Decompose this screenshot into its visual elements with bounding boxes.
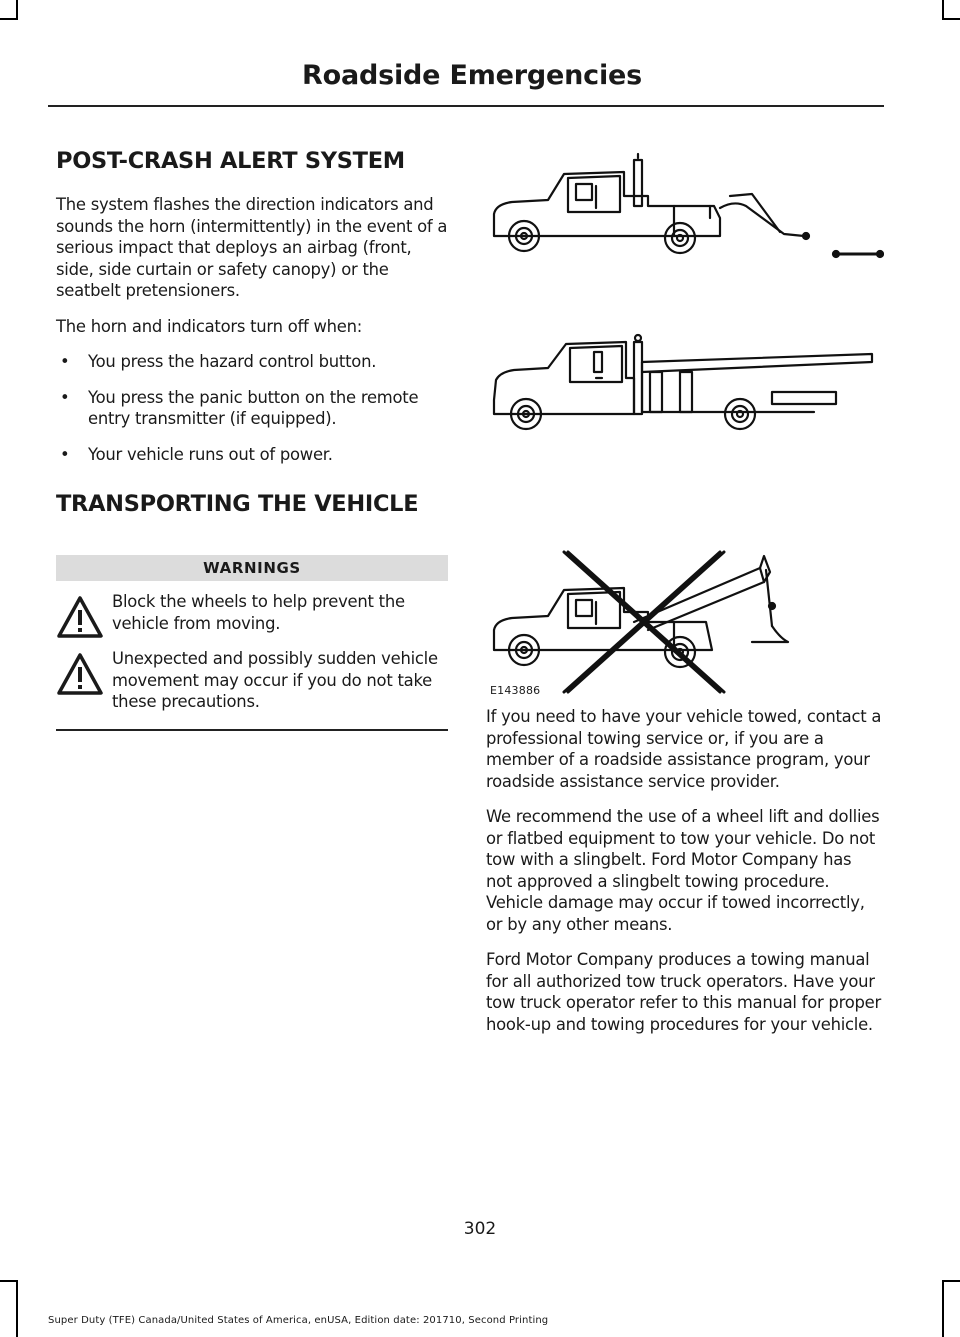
post-crash-heading: POST-CRASH ALERT SYSTEM [56, 148, 405, 174]
list-item: • You press the hazard control button. [60, 352, 377, 371]
warning-text: Unexpected and possibly sudden vehicle movement may occur if you do not take these precautions. [112, 649, 438, 711]
bullet: • [60, 444, 70, 464]
crop-mark [0, 1280, 18, 1282]
warning-item [56, 648, 448, 713]
crop-mark [16, 0, 18, 20]
turn-off-lead: The horn and indicators turn off when: [56, 316, 363, 336]
page-number: 302 [463, 1219, 497, 1239]
towing-paragraph: We recommend the use of a wheel lift and dollies or flatbed equipment to tow your vehicle. Do not tow with a slingbelt. Ford Motor Company has not approved a slingbelt towing procedure. Vehicle damage may occur if towed incorrectly, or by any other means. [486, 807, 880, 934]
crop-mark [942, 18, 960, 20]
flatbed-tow-truck-image [494, 335, 872, 429]
list-item: • Your vehicle runs out of power. [60, 444, 333, 464]
turn-off-list [56, 351, 448, 465]
crop-mark [16, 1280, 18, 1337]
warnings-banner: WARNINGS [56, 555, 448, 581]
warning-text: Block the wheels to help prevent the vehicle from moving. [112, 592, 405, 633]
crop-mark [942, 1280, 944, 1337]
warning-item [56, 591, 448, 634]
right-column [486, 706, 882, 1035]
crop-mark [942, 1280, 960, 1282]
crop-mark [942, 0, 944, 20]
crop-mark [0, 18, 18, 20]
towing-paragraph: Ford Motor Company produces a towing manual for all authorized tow truck operators. Have your tow truck operator refer to this manual for proper hook-up and towing procedures for your vehicle. [486, 950, 881, 1034]
section-title: Roadside Emergencies [302, 60, 642, 91]
wheel-lift-tow-truck-image [494, 154, 883, 257]
footer-text: Super Duty (TFE) Canada/United States of America, enUSA, Edition date: 201710, Second Printing [48, 1315, 549, 1326]
towing-paragraph: If you need to have your vehicle towed, contact a professional towing service or, if you are a member of a roadside assistance program, your roadside assistance service provider. [486, 707, 882, 791]
warnings-end-rule [56, 729, 448, 731]
transporting-heading: TRANSPORTING THE VEHICLE [56, 491, 419, 517]
bullet: • [60, 387, 70, 407]
list-item: • You press the panic button on the remote entry transmitter (if equipped). [60, 387, 419, 428]
left-column [56, 146, 448, 731]
post-crash-intro: The system flashes the direction indicators and sounds the horn (intermittently) in the event of a serious impact that deploys an airbag (front, side, side curtain or safety canopy) or the seatbelt pretensioners. [56, 195, 448, 300]
slingbelt-tow-truck-image [494, 552, 788, 692]
bullet: • [60, 352, 70, 371]
illustration-code: E143886 [490, 684, 541, 697]
warning-triangle-icon [56, 595, 104, 639]
header-rule [48, 105, 884, 107]
warning-triangle-icon [56, 652, 104, 696]
towing-methods-illustration [484, 146, 884, 702]
